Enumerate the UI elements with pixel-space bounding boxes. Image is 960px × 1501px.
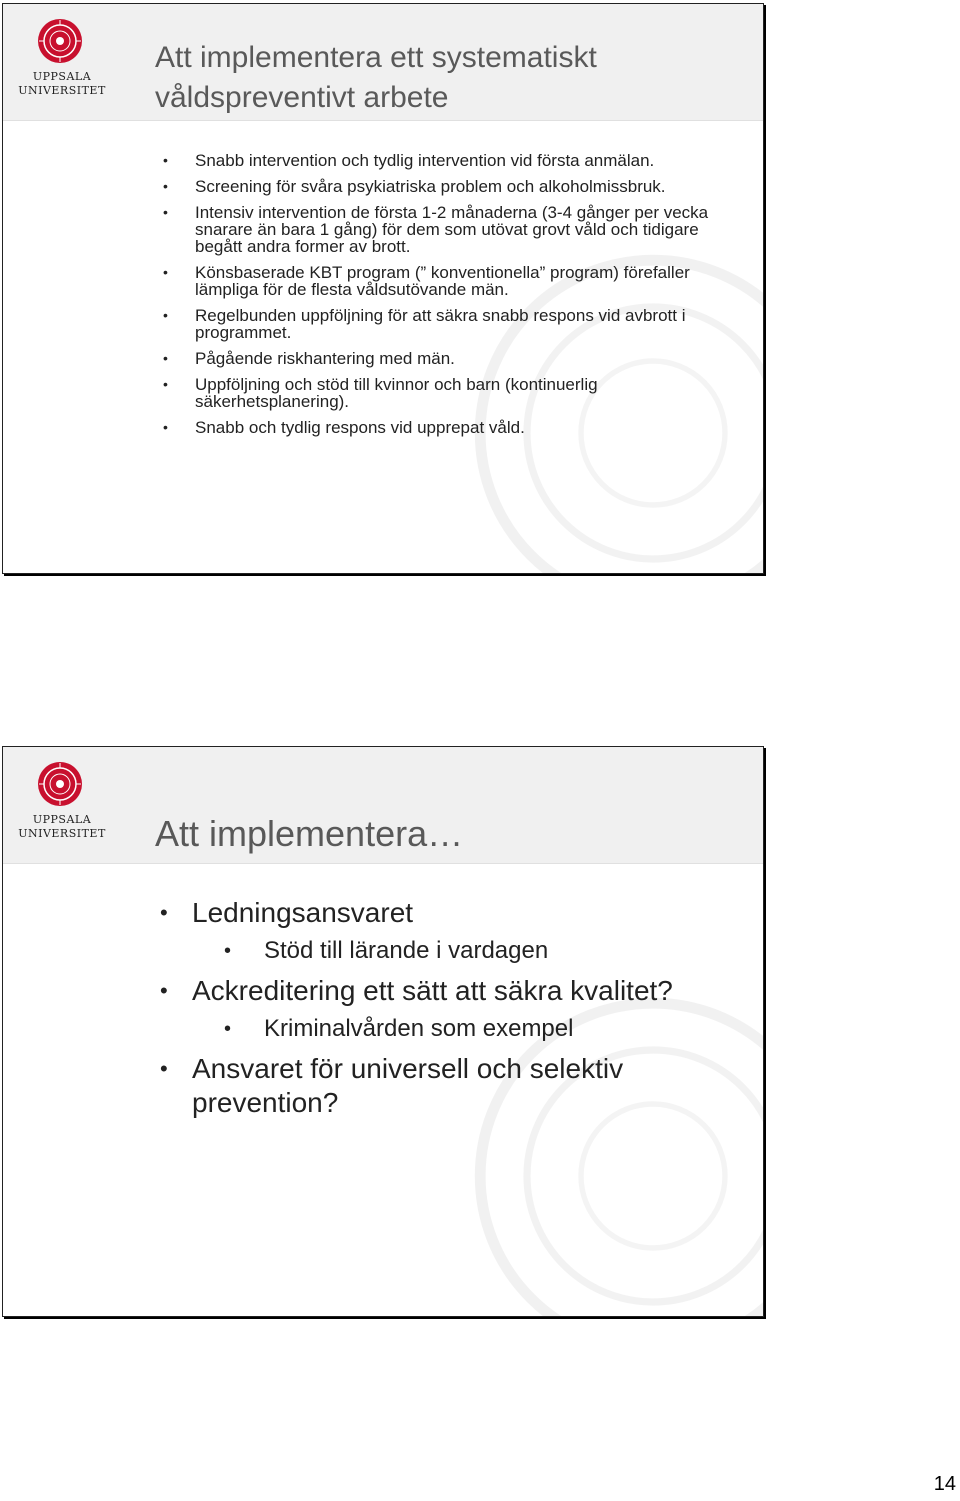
bullet-item: • Intensiv intervention de första 1-2 månaderna (3-4 gånger per vecka snarare än bara 1 gång) för dem som utövat grovt våld och tidigare begått andra former av brott. (163, 204, 723, 255)
bullet-item: • Pågående riskhantering med män. (163, 350, 723, 367)
logo-text (17, 813, 107, 841)
bullet-item: • Snabb och tydlig respons vid upprepat våld. (163, 419, 723, 436)
logo-line-2: UNIVERSITET (18, 84, 106, 97)
slide-header (3, 747, 763, 864)
bullet-item: • Könsbaserade KBT program (” konventionella” program) förefaller lämpliga för de flesta våldsutövande män. (163, 264, 723, 298)
bullet-item: • Uppföljning och stöd till kvinnor och barn (kontinuerlig säkerhetsplanering). (163, 376, 723, 410)
bullet-item (160, 896, 720, 966)
university-logo (17, 18, 107, 108)
slide-1 (2, 3, 764, 574)
slide-header (3, 4, 763, 121)
sub-bullet-list (192, 936, 720, 966)
sub-bullet-item: • Kriminalvården som exempel (224, 1014, 720, 1044)
bullet-item (160, 974, 720, 1044)
bullet-label: Ackreditering ett sätt att säkra kvalitet? (192, 975, 673, 1006)
uppsala-seal-icon (37, 761, 83, 807)
bullet-item: • Regelbunden uppföljning för att säkra snabb respons vid avbrott i programmet. (163, 307, 723, 341)
bullet-item: • Snabb intervention och tydlig intervention vid första anmälan. (163, 152, 723, 169)
slide-title: Att implementera… (155, 813, 464, 854)
bullet-item: • Screening för svåra psykiatriska problem och alkoholmissbruk. (163, 178, 723, 195)
uppsala-seal-icon (37, 18, 83, 64)
sub-bullet-item: • Stöd till lärande i vardagen (224, 936, 720, 966)
bullet-item (160, 1052, 720, 1120)
bullet-label: Ledningsansvaret (192, 897, 414, 928)
bullet-label: Ansvaret för universell och selektiv prevention? (192, 1053, 624, 1118)
bullet-list (163, 152, 723, 445)
logo-line-2: UNIVERSITET (18, 827, 106, 840)
slide-title: Att implementera ett systematiskt våldspreventivt arbete (155, 41, 597, 114)
sub-bullet-list (192, 1014, 720, 1044)
university-logo (17, 761, 107, 851)
page-number: 14 (933, 1473, 956, 1495)
bullet-list-large (160, 896, 720, 1126)
logo-text (17, 70, 107, 98)
logo-line-1: UPPSALA (32, 70, 92, 83)
logo-line-1: UPPSALA (32, 813, 92, 826)
